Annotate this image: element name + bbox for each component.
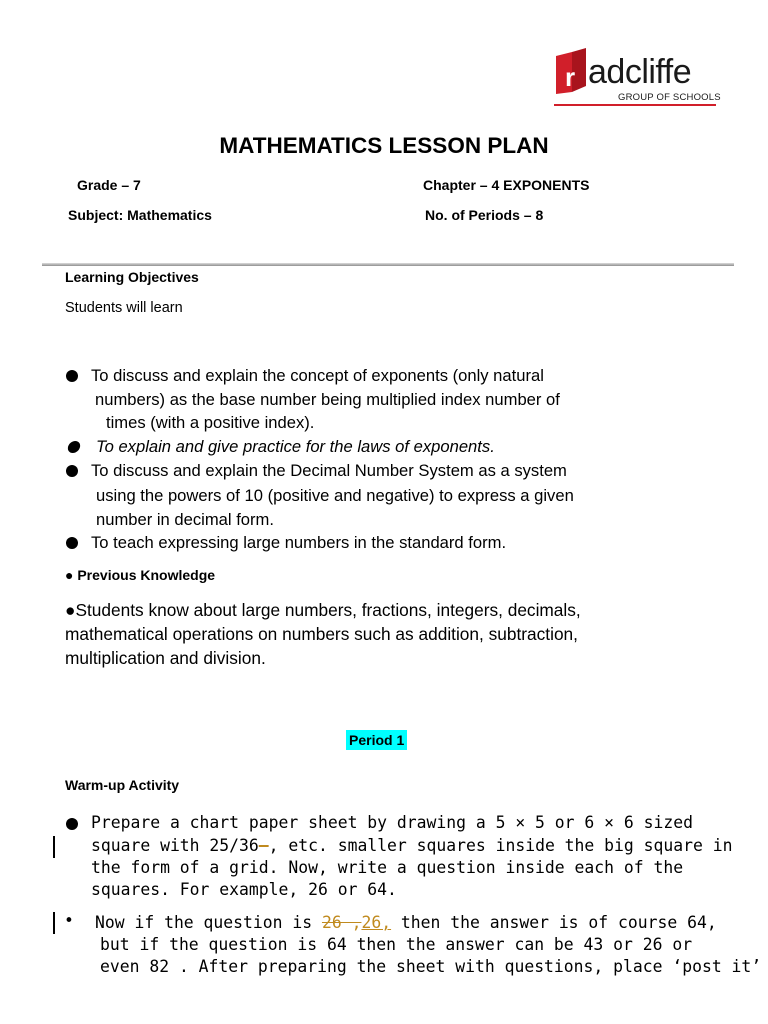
- warmup-heading: Warm-up Activity: [65, 777, 180, 793]
- bullet-icon: [66, 370, 78, 382]
- logo-red-mark-icon: [552, 46, 588, 94]
- warmup-line: even 82 . After preparing the sheet with questions, place ‘post it’: [100, 957, 762, 976]
- objective-line: To discuss and explain the Decimal Number System as a system: [91, 461, 567, 480]
- learning-objectives-intro: Students will learn: [65, 300, 183, 316]
- warmup-line: but if the question is 64 then the answer can be 43 or 26 or: [100, 935, 693, 954]
- warmup-line: square with 25/36–, etc. smaller squares inside the big square in: [91, 836, 733, 855]
- previous-knowledge-line: mathematical operations on numbers such as addition, subtraction,: [65, 624, 578, 644]
- objective-line: using the powers of 10 (positive and negative) to express a given: [96, 486, 574, 505]
- tracked-deletion: 26 ,: [321, 913, 362, 932]
- tracked-deletion: –: [258, 836, 269, 855]
- logo-subtitle: GROUP OF SCHOOLS: [618, 92, 721, 103]
- learning-objectives-heading: Learning Objectives: [65, 269, 199, 285]
- revision-change-bar: [53, 836, 55, 858]
- bullet-icon: [66, 537, 78, 549]
- logo-letter: r: [565, 62, 576, 92]
- warmup-line: Prepare a chart paper sheet by drawing a 5 × 5 or 6 × 6 sized: [91, 813, 693, 832]
- period-label: Period 1: [346, 730, 407, 750]
- warmup-line: Now if the question is 26 ,26, then the answer is of course 64,: [95, 913, 717, 932]
- bullet-icon: [67, 441, 82, 453]
- bullet-icon: •: [64, 911, 74, 930]
- objective-line: To explain and give practice for the laws of exponents.: [96, 437, 495, 456]
- section-divider: [42, 263, 734, 266]
- previous-knowledge-line: multiplication and division.: [65, 648, 266, 668]
- grade-label: Grade – 7: [77, 177, 141, 193]
- objective-line: numbers) as the base number being multiplied index number of: [95, 390, 560, 409]
- warmup-line: squares. For example, 26 or 64.: [91, 880, 397, 899]
- revision-change-bar: [53, 912, 55, 934]
- tracked-insertion: 26,: [361, 913, 392, 932]
- objective-line: number in decimal form.: [96, 510, 274, 529]
- bullet-icon: [66, 818, 78, 830]
- objective-line: times (with a positive index).: [106, 413, 315, 432]
- subject-label: Subject: Mathematics: [68, 207, 212, 223]
- chapter-label: Chapter – 4 EXPONENTS: [423, 177, 590, 193]
- bullet-icon: [66, 465, 78, 477]
- previous-knowledge-heading: ● Previous Knowledge: [65, 567, 216, 583]
- school-logo: [552, 46, 722, 108]
- periods-label: No. of Periods – 8: [425, 207, 544, 223]
- logo-wordmark: adcliffe: [588, 53, 692, 91]
- objective-line: To discuss and explain the concept of exponents (only natural: [91, 366, 544, 385]
- logo-underline: [554, 104, 716, 106]
- page-title: MATHEMATICS LESSON PLAN: [219, 133, 549, 158]
- previous-knowledge-line: ●Students know about large numbers, fractions, integers, decimals,: [65, 600, 581, 620]
- objective-line: To teach expressing large numbers in the standard form.: [91, 533, 507, 552]
- warmup-line: the form of a grid. Now, write a question inside each of the: [91, 858, 684, 877]
